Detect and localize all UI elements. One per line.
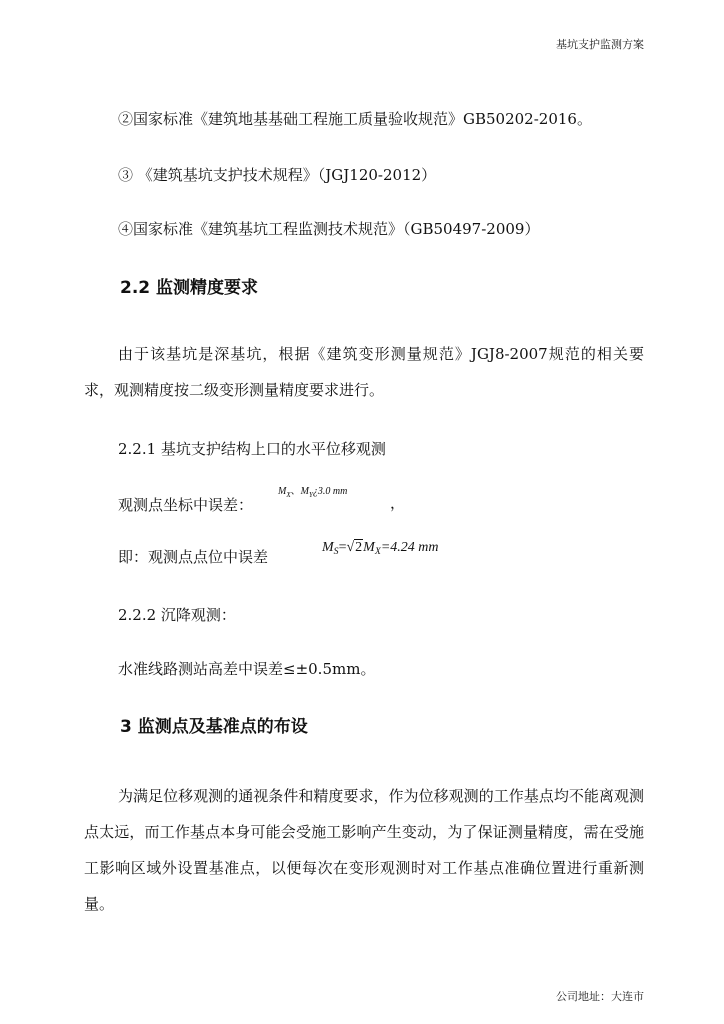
page-footer: 公司地址：大连市 <box>556 990 644 1003</box>
subsection-2-2-2-title: 2.2.2 沉降观测： <box>118 606 236 624</box>
reference-4: ④国家标准《建筑基坑工程监测技术规范》（GB50497-2009） <box>118 220 540 238</box>
point-error-formula: $M_S=√2M_X=4.24$ mm <box>322 540 439 557</box>
leveling-error-text: 水准线路测站高差中误差≤±0.5mm。 <box>118 660 376 678</box>
subsection-2-2-1-title: 2.2.1 基坑支护结构上口的水平位移观测 <box>118 440 386 458</box>
page-header: 基坑支护监测方案 <box>556 38 644 51</box>
reference-3: ③ 《建筑基坑支护技术规程》（JGJ120-2012） <box>118 166 437 184</box>
section-3-body: 为满足位移观测的通视条件和精度要求，作为位移观测的工作基点均不能离观测点太远，而工作基点本身可能会受施工影响产生变动，为了保证测量精度，需在受施工影响区域外设置基准点，以便每次在变形观测时对工作基点准确位置进行重新测量。 <box>84 787 644 913</box>
section-heading-3: 3 监测点及基准点的布设 <box>120 717 308 737</box>
section-heading-2-2: 2.2 监测精度要求 <box>120 278 259 298</box>
coordinate-error-formula: $M_X$、$M_Y¿3.0$ mm <box>278 486 348 499</box>
reference-2: ②国家标准《建筑地基基础工程施工质量验收规范》GB50202-2016。 <box>118 110 592 128</box>
section-2-2-intro: 由于该基坑是深基坑，根据《建筑变形测量规范》JGJ8-2007规范的相关要求，观测精度按二级变形测量精度要求进行。 <box>84 345 644 399</box>
coordinate-error-label: 观测点坐标中误差： <box>118 496 254 514</box>
coordinate-error-comma: ， <box>390 494 406 512</box>
point-error-label: 即：观测点点位中误差 <box>118 548 269 566</box>
square-root-icon: √2 <box>346 540 363 555</box>
